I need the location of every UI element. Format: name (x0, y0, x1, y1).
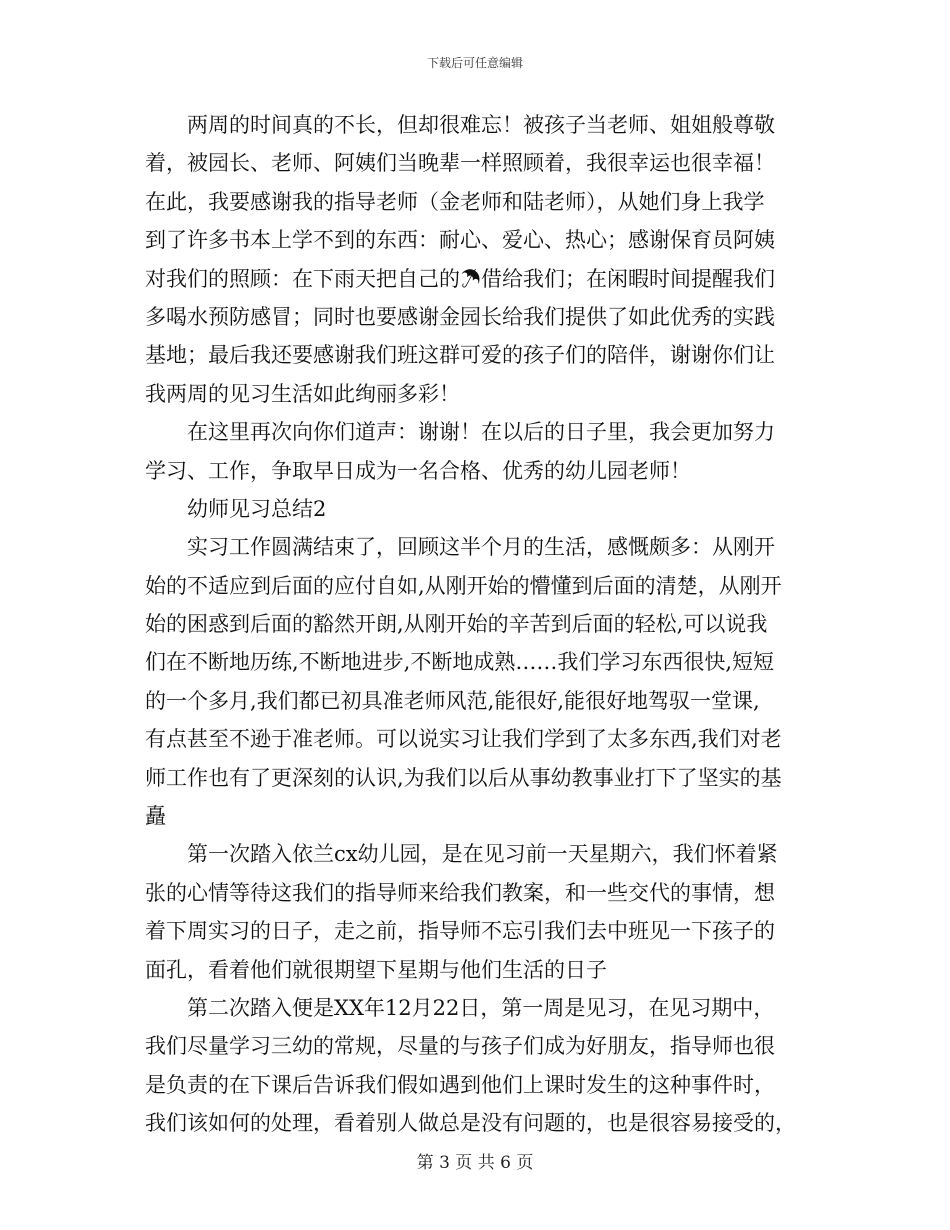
text-line: 幼师见习总结2 (187, 496, 327, 521)
text-line: 我们该如何的处理，看着别人做总是没有问题的，也是很容易接受的， (145, 1111, 796, 1136)
text-line: 着，被园长、老师、阿姨们当晚辈一样照顾着，我很幸运也很幸福！ (145, 151, 775, 176)
text-line: 到了许多书本上学不到的东西：耐心、爱心、热心；感谢保育员阿姨 (145, 228, 775, 253)
page-footer: 第 3 页 共 6 页 (416, 1153, 534, 1173)
text-line: 第一次踏入依兰cx幼儿园，是在见习前一天星期六，我们怀着紧 (187, 842, 778, 867)
text-line: 我两周的见习生活如此绚丽多彩！ (145, 381, 460, 406)
text-line: 第二次踏入便是XX年12月22日，第一周是见习，在见习期中， (187, 995, 775, 1020)
page-header: 下载后可任意编辑 (426, 56, 523, 70)
text-line: 在此，我要感谢我的指导老师（金老师和陆老师），从她们身上我学 (145, 189, 765, 214)
text-line: 学习、工作，争取早日成为一名合格、优秀的幼儿园老师！ (145, 458, 691, 483)
text-line: 多喝水预防感冒；同时也要感谢金园长给我们提供了如此优秀的实践 (145, 304, 775, 329)
text-line: 们在不断地历练,不断地进步,不断地成熟……我们学习东西很快,短短 (145, 650, 775, 675)
document-body (145, 106, 805, 1143)
text-line: 在这里再次向你们道声：谢谢！在以后的日子里，我会更加努力 (187, 420, 775, 445)
text-line: 面孔，看着他们就很期望下星期与他们生活的日子 (145, 957, 607, 982)
text-line: 矗 (145, 804, 166, 829)
text-line: 对我们的照顾：在下雨天把自己的☂借给我们；在闲暇时间提醒我们 (145, 266, 775, 291)
text-line: 的一个多月,我们都已初具准老师风范,能很好,能很好地驾驭一堂课, (145, 688, 760, 713)
text-line: 我们尽量学习三幼的常规，尽量的与孩子们成为好朋友，指导师也很 (145, 1034, 775, 1059)
text-line: 张的心情等待这我们的指导师来给我们教案，和一些交代的事情，想 (145, 880, 775, 905)
text-line: 是负责的在下课后告诉我们假如遇到他们上课时发生的这种事件时， (145, 1072, 775, 1097)
text-line: 始的不适应到后面的应付自如,从刚开始的懵懂到后面的清楚，从刚开 (145, 573, 782, 598)
text-line: 师工作也有了更深刻的认识,为我们以后从事幼教事业打下了坚实的基 (145, 765, 782, 790)
text-line: 两周的时间真的不长，但却很难忘！被孩子当老师、姐姐般尊敬 (187, 113, 775, 137)
text-line: 始的困惑到后面的豁然开朗,从刚开始的辛苦到后面的轻松,可以说我 (145, 612, 768, 637)
text-line: 基地；最后我还要感谢我们班这群可爱的孩子们的陪伴，谢谢你们让 (145, 343, 775, 368)
text-line: 有点甚至不逊于准老师。可以说实习让我们学到了太多东西,我们对老 (145, 727, 782, 752)
text-line: 实习工作圆满结束了，回顾这半个月的生活，感慨颇多：从刚开 (187, 535, 775, 560)
text-line: 着下周实习的日子，走之前，指导师不忘引我们去中班见一下孩子的 (145, 919, 775, 944)
